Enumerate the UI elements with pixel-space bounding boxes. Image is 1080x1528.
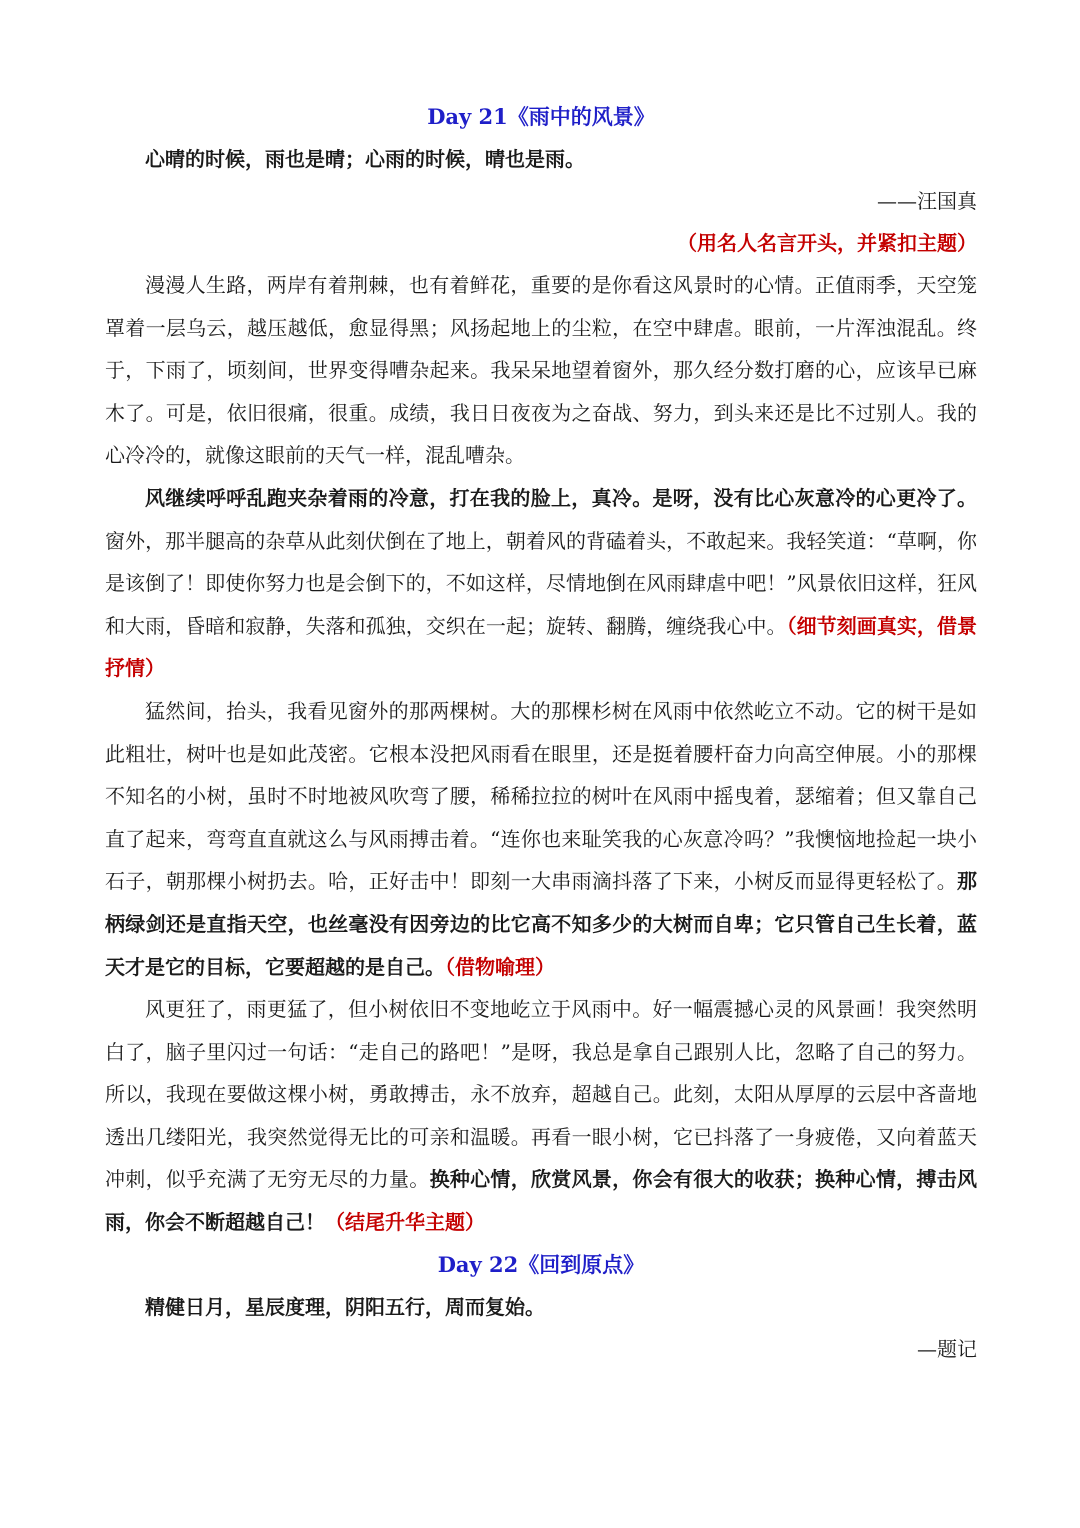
day21-paragraph-3 <box>105 690 977 988</box>
paragraph-2-text: 窗外，那半腿高的杂草从此刻伏倒在了地上，朝着风的背磕着头，不敢起来。我轻笑道：“草啊，你是该倒了！即使你努力也是会倒下的，不如这样，尽情地倒在风雨肆虐中吧！”风景依旧这样，狂风和大雨，昏暗和寂静，失落和孤独，交织在一起；旋转、翻腾，缠绕我心中。 <box>105 528 977 638</box>
day21-epigraph-quote: 心晴的时候，雨也是晴；心雨的时候，晴也是雨。 <box>145 147 585 171</box>
day21-paragraph-2 <box>105 477 977 690</box>
paragraph-4-bold-text: 换种心情，欣赏风景，你会有很大的收获；换种心情，搏击风雨，你会不断超越自己！ <box>105 1167 978 1235</box>
day21-paragraph-1: 漫漫人生路，两岸有着荆棘，也有着鲜花，重要的是你看这风景时的心情。正值雨季，天空笼罩着一层乌云，越压越低，愈显得黑；风扬起地上的尘粒，在空中肆虐。眼前，一片浑浊混乱。终于，下雨了，顷刻间，世界变得嘈杂起来。我呆呆地望着窗外，那久经分数打磨的心，应该早已麻木了。可是，依旧很痛，很重。成绩，我日日夜夜为之奋战、努力，到头来还是比不过别人。我的心冷冷的，就像这眼前的天气一样，混乱嘈杂。 <box>105 273 977 468</box>
day21-title: Day 21《雨中的风景》 <box>427 104 655 129</box>
paragraph-3-bold-text: 那柄绿剑还是直指天空，也丝毫没有因旁边的比它高不知多少的大树而自卑；它只管自己生长着，蓝天才是它的目标，它要超越的是自己。 <box>105 869 977 979</box>
document-page <box>105 96 977 1370</box>
day22-title: Day 22《回到原点》 <box>437 1251 645 1277</box>
paragraph-3-annotation: （借物喻理） <box>445 954 555 979</box>
day21-attribution: ——汪国真 <box>877 189 977 213</box>
paragraph-2-bold-text: 风继续呼呼乱跑夹杂着雨的冷意，打在我的脸上，真冷。是呀，没有比心灰意冷的心更冷了。 <box>145 485 977 510</box>
paragraph-4-text: 风更狂了，雨更猛了，但小树依旧不变地屹立于风雨中。好一幅震撼心灵的风景画！我突然明白了，脑子里闪过一句话：“走自己的路吧！”是呀，我总是拿自己跟别人比，忽略了自己的努力。所以，我现在要做这棵小树，勇敢搏击，永不放弃，超越自己。此刻，太阳从厚厚的云层中吝啬地透出几缕阳光，我突然觉得无比的可亲和温暖。再看一眼小树，它已抖落了一身疲倦，又向着蓝天冲刺，似乎充满了无穷无尽的力量。 <box>105 997 977 1192</box>
paragraph-2-annotation: （细节刻画真实，借景抒情） <box>105 613 978 681</box>
paragraph-3-text: 猛然间，抬头，我看见窗外的那两棵树。大的那棵杉树在风雨中依然屹立不动。它的树干是如此粗壮，树叶也是如此茂密。它根本没把风雨看在眼里，还是挺着腰杆奋力向高空伸展。小的那棵不知名的小树，虽时不时地被风吹弯了腰，稀稀拉拉的树叶在风雨中摇曳着，瑟缩着；但又靠自己直了起来，弯弯直直就这么与风雨搏击着。“连你也来耻笑我的心灰意冷吗？”我懊恼地捡起一块小石子，朝那棵小树扔去。哈，正好击中！即刻一大串雨滴抖落了下来，小树反而显得更轻松了。 <box>105 698 977 894</box>
day21-opening-annotation: （用名人名言开头，并紧扣主题） <box>677 231 977 255</box>
paragraph-4-annotation: （结尾升华主题） <box>325 1210 485 1235</box>
day22-attribution: —题记 <box>917 1336 977 1361</box>
day22-epigraph-quote: 精健日月，星辰度理，阴阳五行，周而复始。 <box>145 1294 545 1319</box>
day21-paragraph-4 <box>105 988 977 1244</box>
